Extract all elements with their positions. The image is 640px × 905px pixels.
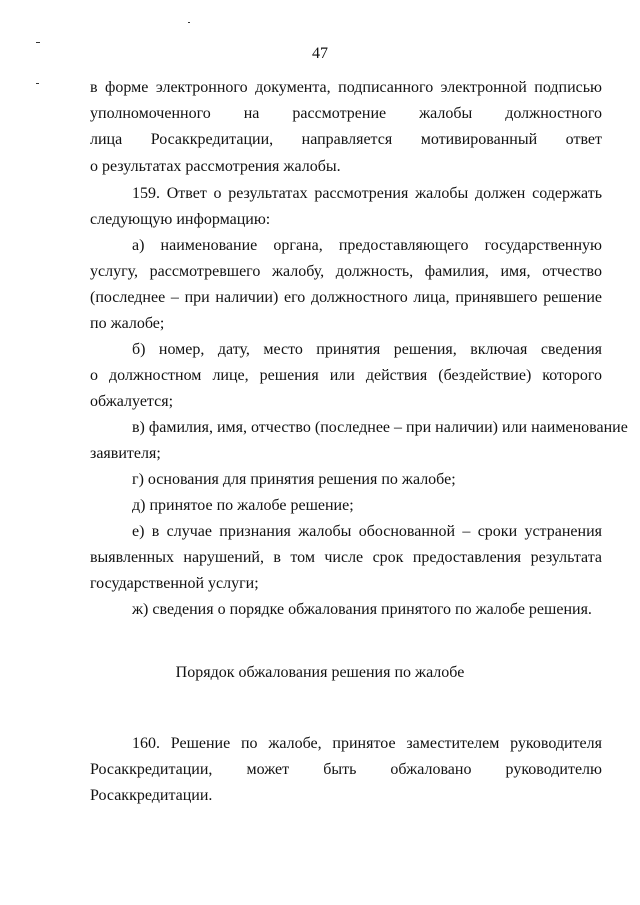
- scan-mark: [36, 42, 40, 43]
- text-line: заявителя;: [90, 445, 161, 462]
- text-line: выявленных нарушений, в том числе срок предоставления результата: [90, 549, 602, 566]
- section-heading: Порядок обжалования решения по жалобе: [175, 664, 465, 681]
- text-line: 160. Решение по жалобе, принятое заместителем руководителя: [132, 735, 602, 752]
- scan-mark: [188, 22, 190, 23]
- scan-mark: [36, 83, 39, 84]
- text-line: о должностном лице, решения или действия (бездействие) которого: [90, 367, 602, 384]
- text-line: лица Росаккредитации, направляется мотивированный ответ: [90, 131, 602, 148]
- text-line: 159. Ответ о результатах рассмотрения жалобы должен содержать: [132, 185, 602, 202]
- text-line: Росаккредитации, может быть обжаловано руководителю: [90, 761, 602, 778]
- text-line: государственной услуги;: [90, 575, 259, 592]
- text-line: следующую информацию:: [90, 211, 271, 228]
- text-line: е) в случае признания жалобы обоснованной – сроки устранения: [132, 523, 602, 540]
- text-line: Росаккредитации.: [90, 787, 213, 804]
- text-line: услугу, рассмотревшего жалобу, должность, фамилия, имя, отчество: [90, 263, 602, 280]
- page-number: 47: [312, 45, 328, 62]
- text-line: а) наименование органа, предоставляющего государственную: [132, 237, 602, 254]
- text-line: б) номер, дату, место принятия решения, включая сведения: [132, 341, 602, 358]
- text-line: по жалобе;: [90, 315, 165, 332]
- text-line: ж) сведения о порядке обжалования принятого по жалобе решения.: [132, 601, 592, 618]
- text-line: о результатах рассмотрения жалобы.: [90, 158, 341, 175]
- text-line: д) принятое по жалобе решение;: [132, 497, 354, 514]
- text-line: уполномоченного на рассмотрение жалобы должностного: [90, 105, 602, 122]
- text-line: в форме электронного документа, подписанного электронной подписью: [90, 79, 602, 96]
- text-line: в) фамилия, имя, отчество (последнее – при наличии) или наименование: [132, 419, 628, 436]
- text-line: (последнее – при наличии) его должностного лица, принявшего решение: [90, 289, 602, 306]
- text-line: г) основания для принятия решения по жалобе;: [132, 471, 456, 488]
- text-line: обжалуется;: [90, 393, 174, 410]
